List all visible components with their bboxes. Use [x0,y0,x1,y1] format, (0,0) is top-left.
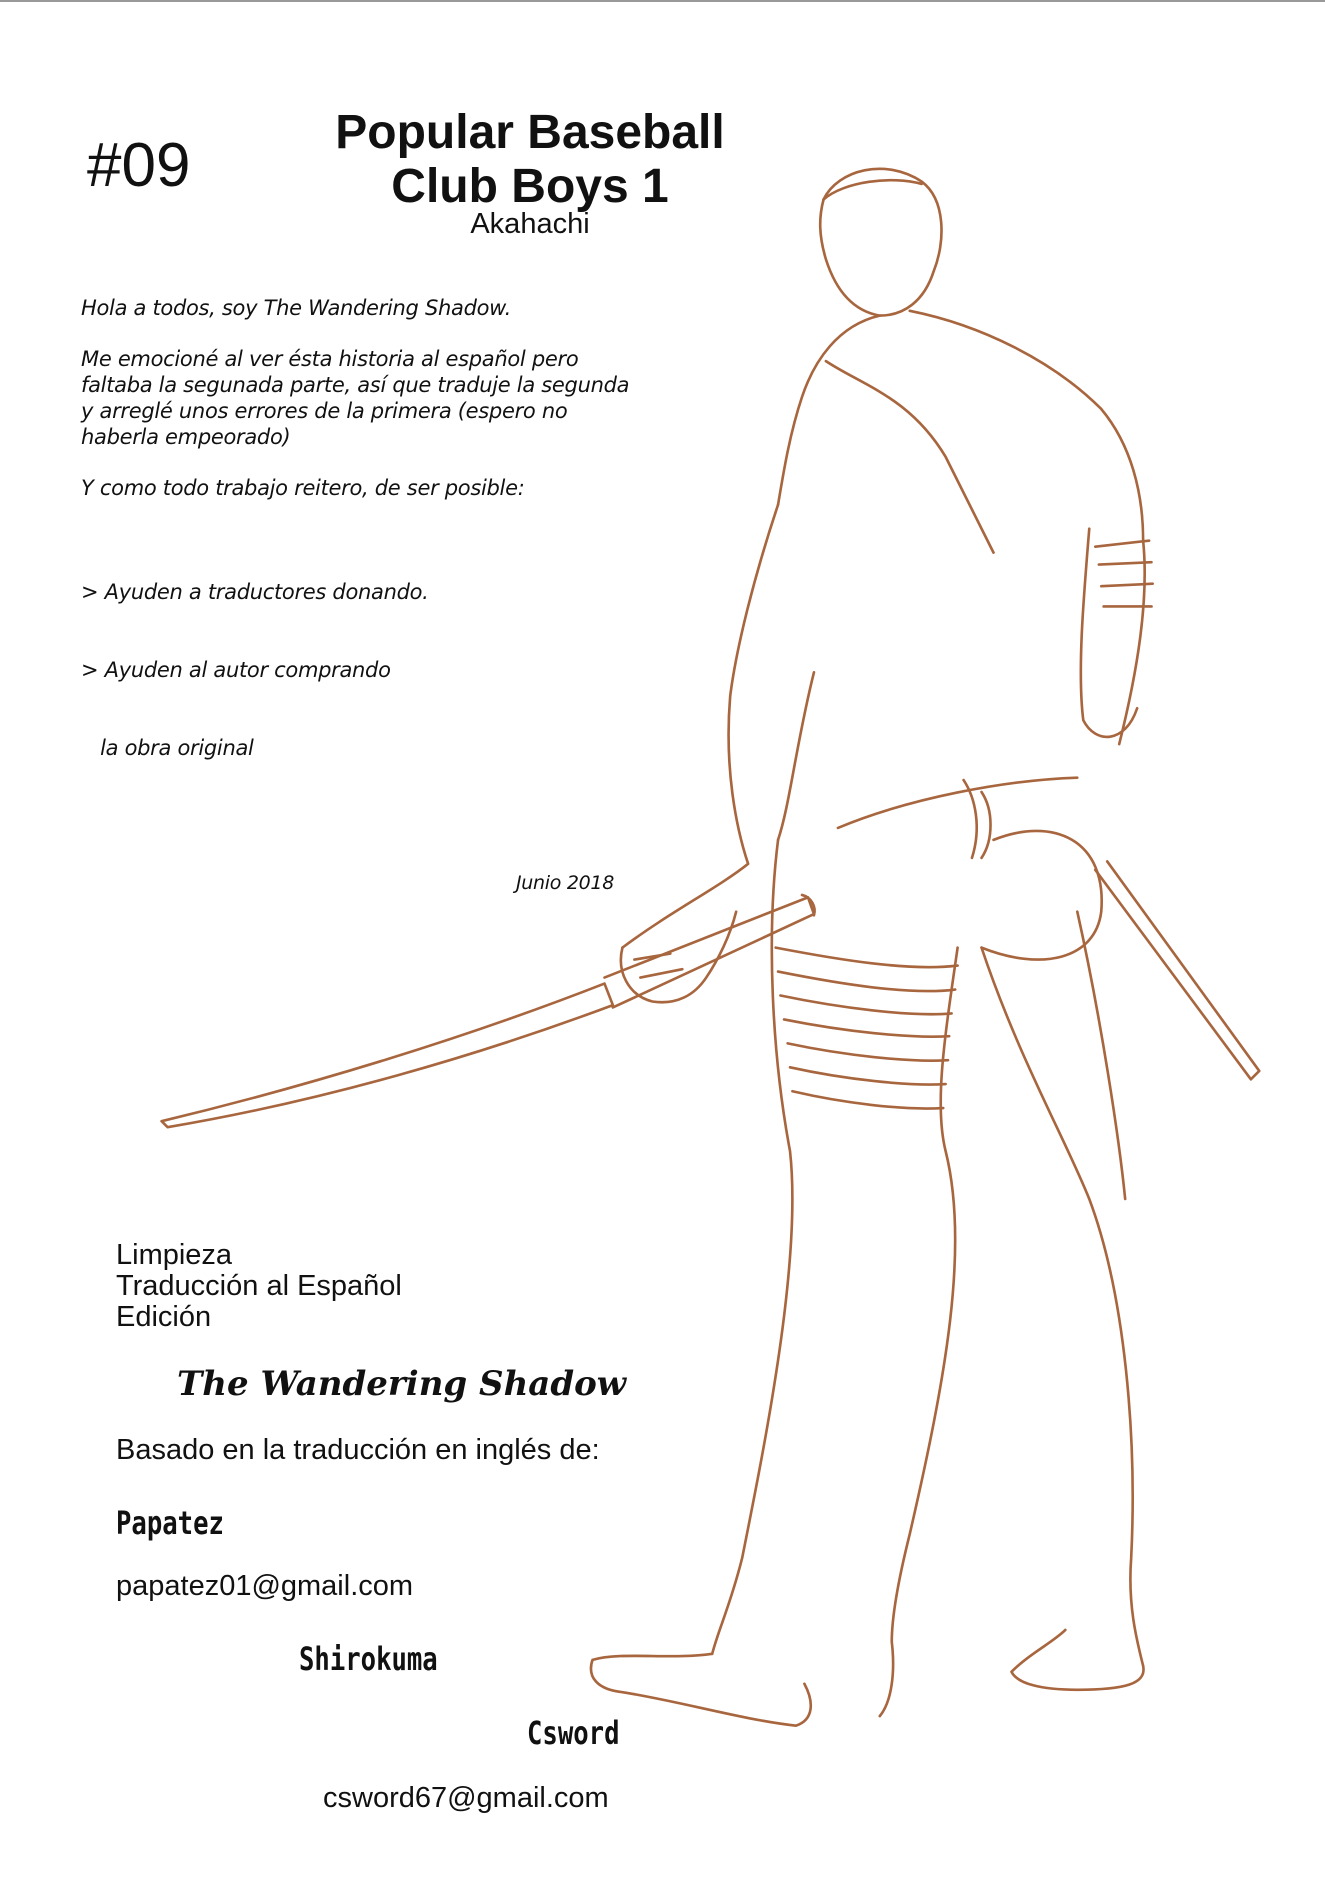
credit-roles [116,1240,402,1333]
translator-email-papatez: papatez01@gmail.com [116,1570,414,1602]
based-on-label: Basado en la traducción en inglés de: [116,1434,600,1466]
bullet-item: la obra original [81,736,254,760]
translator-name-shirokuma: Shirokuma [299,1640,438,1678]
date: Junio 2018 [516,872,614,894]
title-line-1: Popular Baseball [335,106,725,159]
title [230,106,830,214]
title-line-2: Club Boys 1 [391,160,669,213]
note-line: Me emocioné al ver ésta historia al español pero [81,347,579,371]
author: Akahachi [470,208,590,240]
reiteration: Y como todo trabajo reitero, de ser posible: [81,476,525,500]
translator-email-csword: csword67@gmail.com [323,1782,609,1814]
translator-name-csword: Csword [527,1714,620,1752]
translator-name-papatez: Papatez [116,1504,224,1542]
note-line: haberla empeorado) [81,425,291,449]
greeting: Hola a todos, soy The Wandering Shadow. [81,296,512,320]
translator-signature: The Wandering Shadow [177,1364,627,1404]
role-item: Limpieza [116,1239,233,1271]
role-item: Traducción al Español [116,1270,402,1302]
note-paragraph [81,346,629,450]
role-item: Edición [116,1301,212,1333]
bullet-item: > Ayuden al autor comprando [81,658,391,682]
bullet-item: > Ayuden a traductores donando. [81,580,429,604]
bullet-list [81,527,429,813]
note-line: y arreglé unos errores de la primera (espero no [81,399,568,423]
note-line: faltaba la segunada parte, así que traduje la segunda [81,373,630,397]
chapter-number: #09 [87,131,191,200]
